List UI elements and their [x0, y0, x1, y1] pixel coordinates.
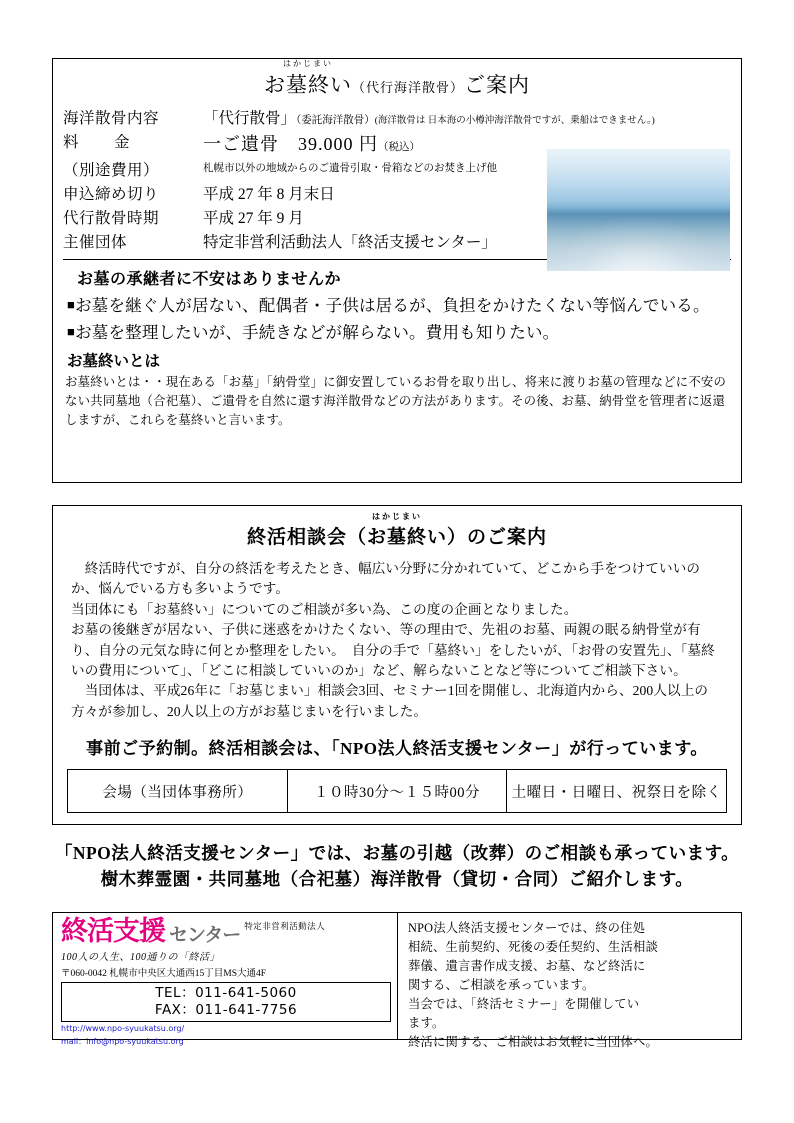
footer-left	[53, 913, 398, 1046]
title-ruby: はかじまい	[282, 59, 333, 68]
square-bullet-icon: ■	[67, 324, 76, 339]
row-value	[203, 105, 731, 129]
contact-box	[61, 982, 391, 1022]
footer-text-line: ます。	[408, 1016, 445, 1031]
tel-number[interactable]: TEL：011-641-5060	[155, 985, 297, 1001]
bullet-item	[67, 292, 731, 316]
footer-text-line: 葬儀、遺言書作成支援、お墓、など終活に	[408, 959, 646, 974]
services-line-2: 樹木葬霊園・共同墓地（合祀墓）海洋散骨（貸切・合同）ご紹介します。	[100, 869, 694, 890]
org-url[interactable]: http://www.npo-syuukatsu.org/	[61, 1023, 185, 1033]
fax-number: FAX：011-641-7756	[154, 1001, 298, 1018]
definition-body: お墓終いとは・・現在ある「お墓」「納骨堂」に御安置しているお骨を取り出し、将来に渡りお墓の管理などに不安のない共同墓地（合祀墓）、ご遺骨を自然に還す海洋散骨などの方法があります。その後、お墓、納骨堂を管理者に返還しますが、これらを墓終いと言います。	[65, 375, 727, 428]
org-logo-main: 終活支援	[61, 916, 165, 947]
paragraph: 終活時代ですが、自分の終活を考えたとき、幅広い分野に分かれていて、どこから手をつけていいのか、悩んでいる方も多いようです。	[71, 561, 701, 597]
section2-title-text: 終活相談会（お墓終い）のご案内	[246, 527, 547, 548]
row-label: 主催団体	[63, 234, 128, 251]
venue-closed-cell: 土曜日・日曜日、祝祭日を除く	[507, 770, 727, 813]
paragraph: 当団体にも「お墓終い」についてのご相談が多い為、この度の企画となりました。	[71, 601, 578, 617]
org-address: 〒060-0042 札幌市中央区大通西15丁目MS大通4F	[61, 969, 267, 979]
value-main: 「代行散骨」	[203, 110, 297, 127]
bullet-item	[67, 319, 731, 343]
org-logo-center: センター	[169, 924, 241, 946]
row-label: 海洋散骨内容	[63, 110, 160, 127]
value-sub1: 札幌市以外の地域からのご遺骨引取・骨箱などのお焚き上げ他	[203, 163, 497, 174]
title-with-ruby	[263, 59, 352, 99]
services-line-1: 「NPO法人終活支援センター」では、お墓の引越（改葬）のご相談も承っています。	[54, 843, 740, 863]
row-value: 特定非営利活動法人「終活支援センター」	[203, 234, 497, 251]
row-value: 平成 27 年 9 月	[203, 210, 304, 227]
org-mail[interactable]: mall：info@npo-syuukatsu.org	[61, 1036, 184, 1046]
row-label: 申込締め切り	[63, 186, 160, 203]
section2-title-ruby-wrap	[246, 512, 547, 549]
venue-time-cell: １０時30分～１５時00分	[287, 770, 507, 813]
footer-right	[398, 913, 741, 1050]
section-ocean-scattering-info	[52, 58, 742, 483]
value-sub2: (海洋散骨は 日本海の小樽沖海洋散骨ですが、乗船はできません。)	[374, 116, 655, 126]
bullet-text: お墓を継ぐ人が居ない、配偶者・子供は居るが、負担をかけたくない等悩んでいる。	[75, 296, 710, 315]
row-label: 料 金	[63, 134, 140, 151]
section-consultation-meeting	[52, 505, 742, 825]
org-tagline: 100人の人生、100通りの「終活」	[61, 952, 220, 963]
row-label: 代行散骨時期	[63, 210, 160, 227]
bullet-text: お墓を整理したいが、手続きなどが解らない。費用も知りたい。	[75, 323, 560, 342]
section2-title-ruby: はかじまい	[371, 512, 422, 521]
price-value: 一ご遺骨 39.000 円	[203, 134, 378, 154]
price-tax-note: （税込）	[378, 142, 420, 153]
row-label: （別途費用）	[63, 162, 160, 179]
footer-text-line: NPO法人終活支援センターでは、終の住処	[408, 921, 646, 935]
table-row	[68, 770, 727, 813]
table-row	[63, 105, 731, 129]
footer-text-line: 相続、生前契約、死後の委任契約、生活相談	[408, 940, 658, 955]
sea-horizon-photo	[547, 149, 730, 271]
row-value: 平成 27 年 8 月末日	[203, 186, 335, 203]
paragraph: お墓の後継ぎが居ない、子供に迷惑をかけたくない、等の理由で、先祖のお墓、両親の眠る納骨堂が有り、自分の元気な時に何とか整理をしたい。 自分の手で「墓終い」をしたいが、「お骨の安置先」、「墓終いの費用について」、「どこに相談していいのか」など、解らないことなど等についてご相談下さい。	[71, 622, 715, 678]
title-paren: （代行海洋散骨）	[351, 80, 464, 95]
reservation-notice: 事前ご予約制。終活相談会は、「NPO法人終活支援センター」が行っています。	[86, 739, 708, 759]
footer-text-line: 終活に関する、ご相談はお気軽に当団体へ。	[408, 1035, 658, 1050]
paragraph: 当団体は、平成26年に「お墓じまい」相談会3回、セミナー1回を開催し、北海道内から、200人以上の方々が参加し、20人以上の方がお墓じまいを行いました。	[71, 683, 709, 719]
definition-heading: お墓終いとは	[67, 353, 161, 370]
logo-row	[61, 918, 391, 945]
square-bullet-icon: ■	[67, 297, 76, 312]
org-logo-sub: 特定非営利活動法人	[244, 921, 326, 931]
venue-table	[67, 769, 727, 813]
footer-text-line: 関する、ご相談を承っています。	[408, 978, 595, 993]
title-main: お墓終い	[263, 73, 352, 97]
title-suffix: ご案内	[464, 73, 530, 97]
value-sub1: （委託海洋散骨）	[296, 115, 375, 126]
section-organization-footer	[52, 912, 742, 1050]
venue-place-cell: 会場（当団体事務所）	[68, 770, 288, 813]
question-heading: お墓の承継者に不安はありませんか	[77, 271, 342, 288]
section1-title	[63, 59, 731, 99]
section-additional-services	[52, 840, 742, 893]
footer-text-line: 当会では、「終活セミナー」を開催してい	[408, 997, 640, 1012]
section2-title	[67, 512, 727, 549]
